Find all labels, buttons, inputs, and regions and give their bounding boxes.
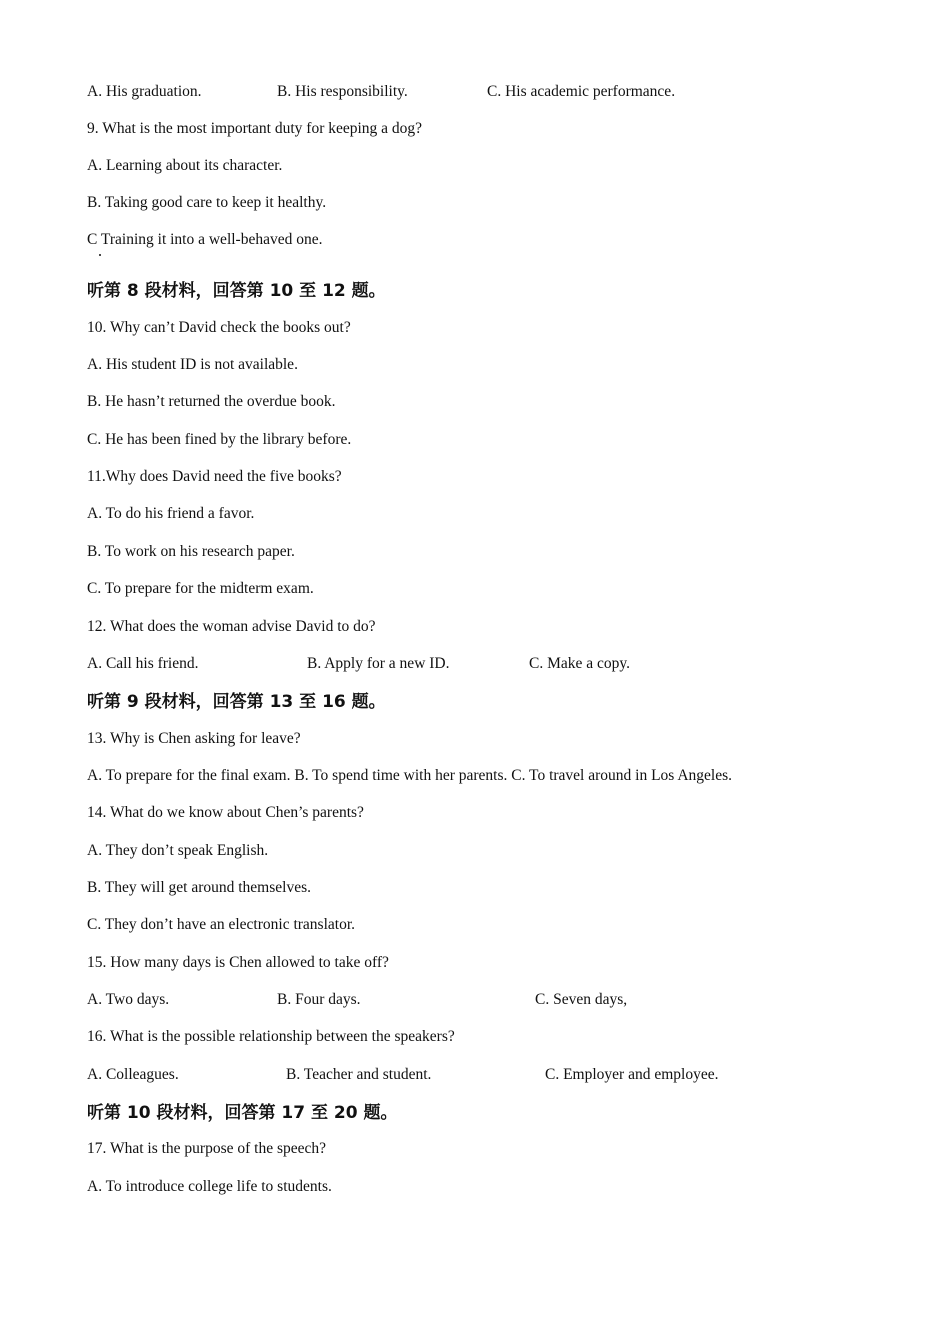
- q13-options: A. To prepare for the final exam. B. To spend time with her parents. C. To travel around in Los Angeles.: [87, 767, 733, 784]
- q10-question: 10. Why can’t David check the books out?: [87, 319, 351, 336]
- q10-option-a: A. His student ID is not available.: [87, 356, 298, 373]
- q10-option-b: B. He hasn’t returned the overdue book.: [87, 393, 336, 410]
- q15-option-a: A. Two days.: [87, 991, 170, 1008]
- q11-option-b: B. To work on his research paper.: [87, 543, 295, 560]
- q15-question: 15. How many days is Chen allowed to take off?: [87, 954, 389, 971]
- q8-option-c: C. His academic performance.: [487, 83, 676, 100]
- q14-option-c: C. They don’t have an electronic translator.: [87, 916, 356, 933]
- q16-option-c: C. Employer and employee.: [545, 1066, 719, 1083]
- section-10-heading: 听第 10 段材料，回答第 17 至 20 题。: [87, 1103, 398, 1123]
- q11-option-c: C. To prepare for the midterm exam.: [87, 580, 314, 597]
- q12-option-a: A. Call his friend.: [87, 655, 199, 672]
- q9-option-c: C Training it into a well-behaved one.: [87, 231, 323, 248]
- q17-option-a: A. To introduce college life to students.: [87, 1178, 332, 1195]
- section-8-heading: 听第 8 段材料，回答第 10 至 12 题。: [87, 281, 386, 301]
- q14-question: 14. What do we know about Chen’s parents?: [87, 804, 364, 821]
- q17-question: 17. What is the purpose of the speech?: [87, 1140, 327, 1157]
- q15-option-c: C. Seven days,: [535, 991, 628, 1008]
- q11-question: 11.Why does David need the five books?: [87, 468, 342, 485]
- stray-dot: [99, 254, 101, 256]
- q16-option-b: B. Teacher and student.: [286, 1066, 432, 1083]
- q16-option-a: A. Colleagues.: [87, 1066, 179, 1083]
- section-9-heading: 听第 9 段材料，回答第 13 至 16 题。: [87, 692, 386, 712]
- q12-question: 12. What does the woman advise David to do?: [87, 618, 376, 635]
- q13-question: 13. Why is Chen asking for leave?: [87, 730, 301, 747]
- q14-option-a: A. They don’t speak English.: [87, 842, 269, 859]
- q12-option-c: C. Make a copy.: [529, 655, 631, 672]
- q15-option-b: B. Four days.: [277, 991, 361, 1008]
- q8-option-a: A. His graduation.: [87, 83, 202, 100]
- q9-option-b: B. Taking good care to keep it healthy.: [87, 194, 327, 211]
- q10-option-c: C. He has been fined by the library before.: [87, 431, 352, 448]
- q12-option-b: B. Apply for a new ID.: [307, 655, 450, 672]
- q9-option-a: A. Learning about its character.: [87, 157, 283, 174]
- q14-option-b: B. They will get around themselves.: [87, 879, 311, 896]
- q9-question: 9. What is the most important duty for keeping a dog?: [87, 120, 423, 137]
- q8-option-b: B. His responsibility.: [277, 83, 408, 100]
- q16-question: 16. What is the possible relationship between the speakers?: [87, 1028, 455, 1045]
- q11-option-a: A. To do his friend a favor.: [87, 505, 255, 522]
